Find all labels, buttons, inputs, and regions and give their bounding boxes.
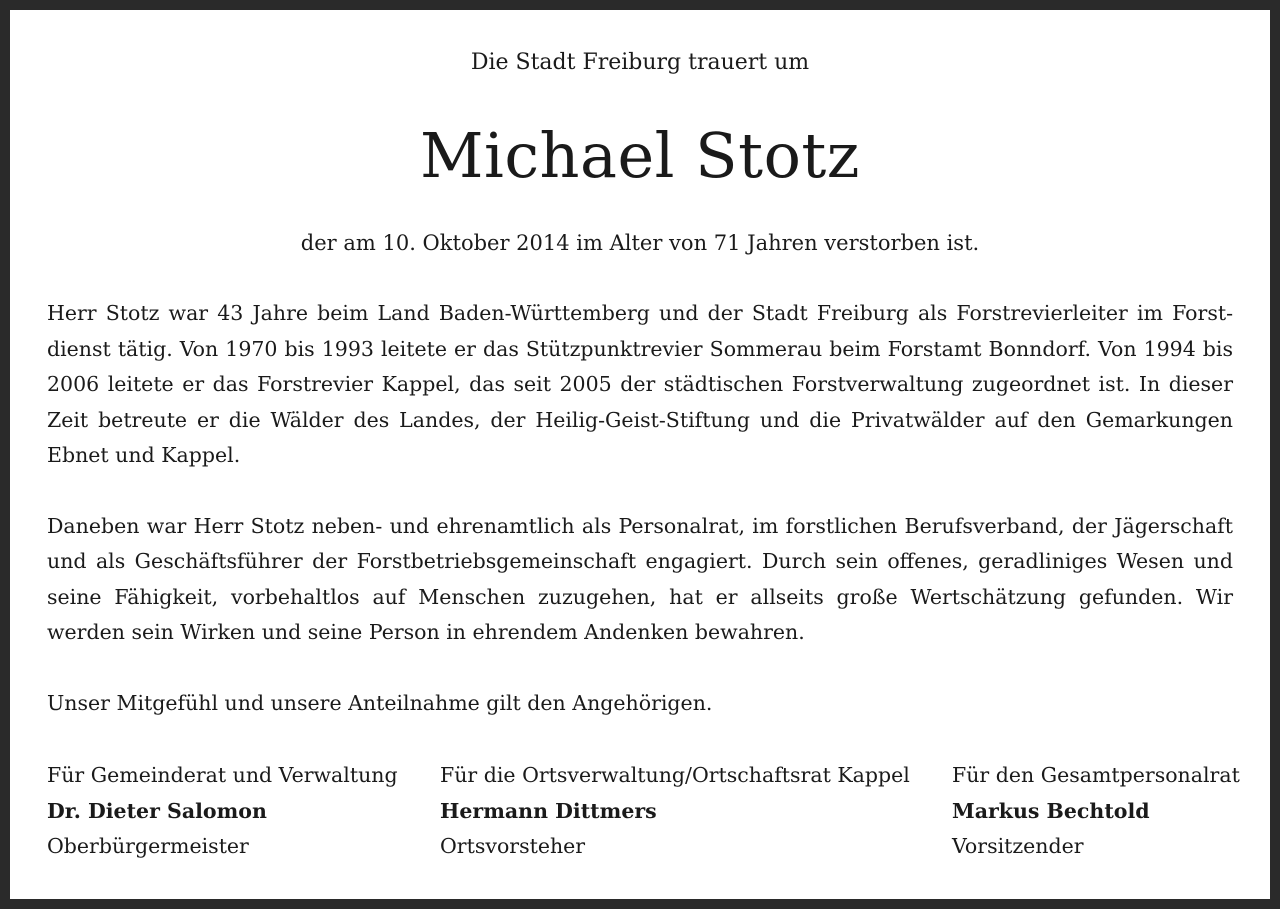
signature-name: Hermann Dittmers: [440, 798, 657, 823]
signature-local-admin: [440, 758, 910, 865]
signature-title: Vorsitzender: [952, 834, 1084, 858]
intro-line: Die Stadt Freiburg trauert um: [470, 50, 810, 75]
deceased-name: Michael Stotz: [420, 119, 860, 192]
signature-name: Markus Bechtold: [952, 798, 1150, 823]
signature-on-behalf-of: Für Gemeinderat und Verwaltung: [47, 763, 398, 787]
signature-name: Dr. Dieter Salomon: [47, 798, 267, 823]
death-date-line: der am 10. Oktober 2014 im Alter von 71 Jahren verstorben ist.: [300, 231, 980, 255]
signature-title: Ortsvorsteher: [440, 834, 586, 858]
obituary-notice: [10, 10, 1270, 899]
signature-title: Oberbürgermeister: [47, 834, 249, 858]
paragraph-engagement: Daneben war Herr Stotz neben- und ehrenamtlich als Personalrat, im forstlichen Berufsverband, der Jägerschaft und als Geschäftsführer der Forstbetriebsgemeinschaft engagiert. Durch sein offenes, geradliniges Wesen und seine Fähigkeit, vorbehaltlos auf Menschen zuzugehen, hat er allseits große Wertschätzung gefunden. Wir werden sein Wirken und seine Person in ehrendem Andenken bewahren.: [47, 513, 1233, 644]
signature-on-behalf-of: Für den Gesamtpersonalrat: [952, 763, 1240, 787]
paragraph-condolence: Unser Mitgefühl und unsere Anteilnahme gilt den Angehörigen.: [47, 690, 713, 715]
signature-on-behalf-of: Für die Ortsverwaltung/Ortschaftsrat Kappel: [440, 763, 910, 787]
signature-block: [47, 758, 1240, 868]
notice-body: [47, 296, 1233, 756]
signature-staff-council: [952, 758, 1240, 865]
paragraph-career: Herr Stotz war 43 Jahre beim Land Baden-Württemberg und der Stadt Freiburg als Forstrevierleiter im Forst-dienst tätig. Von 1970 bis 1993 leitete er das Stützpunktrevier Sommerau beim Forstamt Bonndorf. Von 1994 bis 2006 leitete er das Forstrevier Kappel, das seit 2005 der städtischen Forstverwaltung zugeordnet ist. In dieser Zeit betreute er die Wälder des Landes, der Heilig-Geist-Stiftung und die Privatwälder auf den Gemarkungen Ebnet und Kappel.: [47, 301, 1233, 467]
signature-council: [47, 758, 398, 865]
